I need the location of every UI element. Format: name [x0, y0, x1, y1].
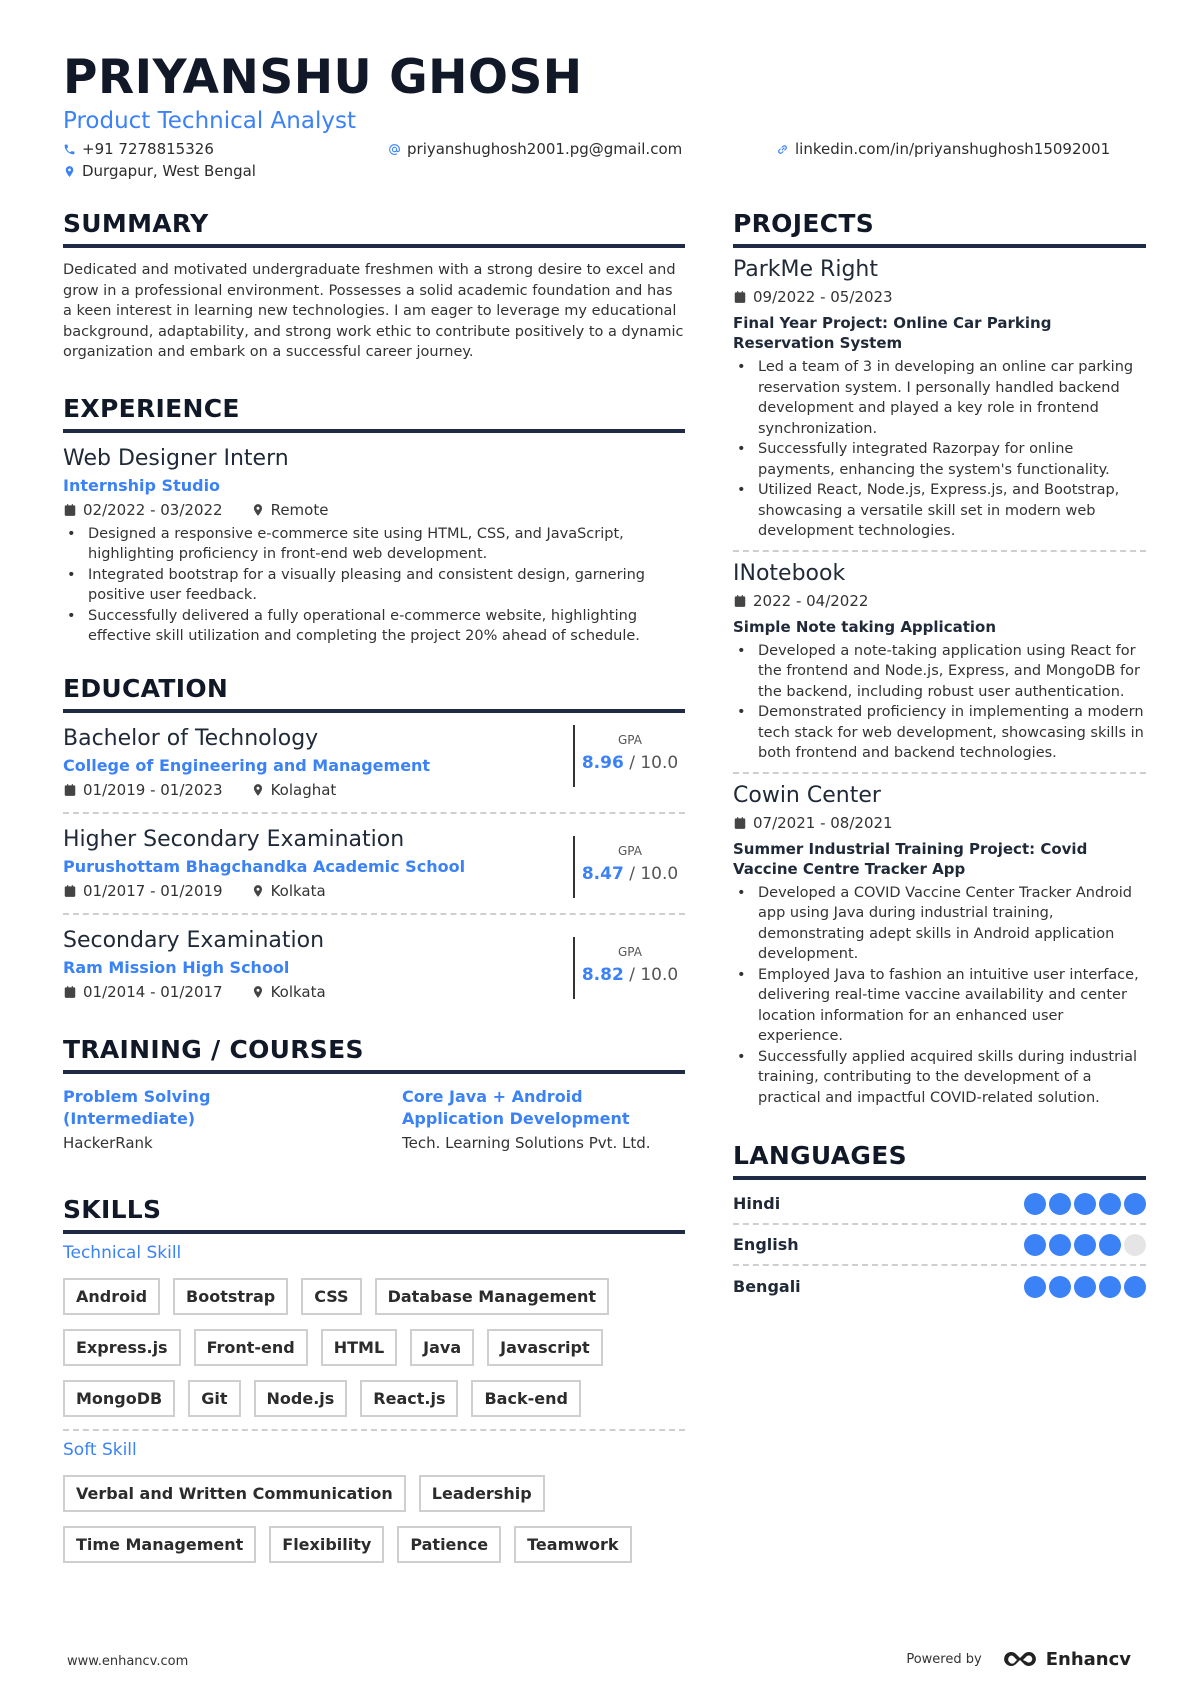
education-entry: [63, 725, 685, 804]
experience-role: Web Designer Intern: [63, 445, 289, 471]
section-title-summary: SUMMARY: [63, 208, 685, 248]
skill-tag: Leadership: [419, 1475, 545, 1512]
project-dates: 07/2021 - 08/2021: [753, 813, 893, 832]
project-bullets: [733, 357, 1146, 542]
proficiency-dot-filled: [1124, 1276, 1146, 1298]
education-degree: Secondary Examination: [63, 927, 325, 953]
skill-tag: Java: [410, 1329, 474, 1366]
location-pin-icon: [251, 783, 265, 797]
section-title-projects: PROJECTS: [733, 208, 1146, 248]
skill-tag: Database Management: [375, 1278, 610, 1315]
experience-meta: [63, 500, 685, 520]
experience-section: [63, 393, 685, 647]
calendar-icon: [63, 985, 77, 999]
skill-tag: Express.js: [63, 1329, 181, 1366]
contact-linkedin[interactable]: [776, 140, 1110, 158]
location-pin-icon: [63, 165, 76, 178]
projects-section: [733, 208, 1146, 1108]
link-icon: [776, 143, 789, 156]
divider: [63, 812, 685, 814]
gpa-label: GPA: [618, 843, 642, 858]
at-sign-icon: [388, 143, 401, 156]
proficiency-dot-filled: [1099, 1193, 1121, 1215]
skills-section: [63, 1194, 685, 1563]
gpa-value: 8.96 / 10.0: [581, 752, 679, 773]
right-column: [733, 208, 1146, 1307]
enhancv-logo[interactable]: [1000, 1648, 1131, 1670]
training-institution: Tech. Learning Solutions Pvt. Ltd.: [402, 1133, 651, 1152]
bullet-item: • Developed a note-taking application using React for the frontend and Node.js, Express, and MongoDB for the backend, including robust user authentication.: [733, 641, 1146, 703]
phone-icon: [63, 143, 76, 156]
candidate-title: Product Technical Analyst: [63, 108, 356, 134]
project-description: Simple Note taking Application: [733, 617, 996, 636]
education-dates: 01/2014 - 01/2017: [83, 982, 223, 1001]
proficiency-dot-filled: [1024, 1276, 1046, 1298]
resume-header: [63, 48, 1143, 190]
technical-skill-tags: [63, 1278, 685, 1417]
proficiency-dot-filled: [1049, 1234, 1071, 1256]
gpa-label: GPA: [618, 732, 642, 747]
skill-tag: Git: [188, 1380, 240, 1417]
skill-category-soft: Soft Skill: [63, 1439, 137, 1460]
training-item: [402, 1086, 685, 1154]
proficiency-dot-filled: [1049, 1276, 1071, 1298]
project-bullets: [733, 641, 1146, 764]
skill-tag: CSS: [301, 1278, 361, 1315]
skill-tag: Front-end: [194, 1329, 308, 1366]
education-dates: 01/2019 - 01/2023: [83, 780, 223, 799]
education-location: Kolkata: [270, 881, 326, 900]
email-text: priyanshughosh2001.pg@gmail.com: [407, 140, 683, 158]
page-footer: [67, 1648, 1131, 1674]
bullet-item: • Led a team of 3 in developing an online car parking reservation system. I personally handled backend development and played a key role in frontend synchronization.: [733, 357, 1146, 439]
bullet-item: • Utilized React, Node.js, Express.js, and Bootstrap, showcasing a versatile skill set in modern web development technologies.: [733, 480, 1146, 542]
skill-tag: Node.js: [254, 1380, 348, 1417]
contact-phone[interactable]: [63, 140, 214, 158]
skill-tag: HTML: [321, 1329, 397, 1366]
education-section: [63, 673, 685, 1006]
bullet-item: • Successfully delivered a fully operational e-commerce website, highlighting effective skill utilization and completing the project 20% ahead of schedule.: [63, 606, 685, 647]
education-degree: Higher Secondary Examination: [63, 826, 405, 852]
section-title-training: TRAINING / COURSES: [63, 1034, 685, 1074]
gpa-box: [573, 937, 685, 999]
education-location: Kolkata: [270, 982, 326, 1001]
location-pin-icon: [251, 884, 265, 898]
project-name: INotebook: [733, 560, 846, 586]
language-list: [733, 1184, 1146, 1307]
divider: [63, 1429, 685, 1431]
skill-tag: MongoDB: [63, 1380, 175, 1417]
linkedin-text: linkedin.com/in/priyanshughosh15092001: [795, 140, 1111, 158]
bullet-item: • Employed Java to fashion an intuitive user interface, delivering real-time vaccine availability and center location information for an enhanced user experience.: [733, 965, 1146, 1047]
project-bullets: [733, 883, 1146, 1109]
skill-tag: React.js: [360, 1380, 458, 1417]
education-entry: [63, 923, 685, 1006]
project-meta: [733, 287, 1146, 307]
education-dates: 01/2017 - 01/2019: [83, 881, 223, 900]
footer-url[interactable]: www.enhancv.com: [67, 1654, 189, 1669]
project-entry: [733, 256, 1146, 542]
education-school[interactable]: Ram Mission High School: [63, 957, 290, 977]
project-dates: 2022 - 04/2022: [753, 591, 869, 610]
proficiency-dot-filled: [1074, 1234, 1096, 1256]
training-list: [63, 1086, 685, 1154]
enhancv-infinity-icon: [1000, 1648, 1040, 1670]
brand-name: Enhancv: [1045, 1648, 1131, 1670]
proficiency-dot-filled: [1099, 1234, 1121, 1256]
calendar-icon: [733, 594, 747, 608]
proficiency-dot-filled: [1024, 1234, 1046, 1256]
candidate-name: PRIYANSHU GHOSH: [63, 50, 583, 105]
education-degree: Bachelor of Technology: [63, 725, 319, 751]
proficiency-dot-filled: [1049, 1193, 1071, 1215]
language-row: [733, 1225, 1146, 1266]
skill-tag: Patience: [397, 1526, 501, 1563]
footer-branding: [906, 1648, 1131, 1670]
calendar-icon: [63, 503, 77, 517]
language-row: [733, 1184, 1146, 1225]
bullet-item: • Designed a responsive e-commerce site using HTML, CSS, and JavaScript, highlighting proficiency in front-end web development.: [63, 524, 685, 565]
proficiency-dot-empty: [1124, 1234, 1146, 1256]
calendar-icon: [733, 816, 747, 830]
phone-text: +91 7278815326: [82, 140, 214, 158]
training-section: [63, 1034, 685, 1154]
skill-tag: Bootstrap: [173, 1278, 288, 1315]
education-entry: [63, 822, 685, 905]
project-name: Cowin Center: [733, 782, 881, 808]
experience-bullets: [63, 524, 685, 647]
powered-by-text: Powered by: [906, 1651, 982, 1667]
contact-location: [63, 162, 256, 180]
training-institution: HackerRank: [63, 1133, 153, 1152]
education-location: Kolaghat: [270, 780, 337, 799]
project-description: Summer Industrial Training Project: Covid Vaccine Centre Tracker App: [733, 839, 1088, 878]
section-title-languages: LANGUAGES: [733, 1140, 1146, 1180]
proficiency-dot-filled: [1074, 1276, 1096, 1298]
experience-company[interactable]: Internship Studio: [63, 475, 221, 495]
skill-tag: Teamwork: [514, 1526, 631, 1563]
education-school[interactable]: Purushottam Bhagchandka Academic School: [63, 856, 466, 876]
proficiency-dot-filled: [1024, 1193, 1046, 1215]
summary-text: Dedicated and motivated undergraduate freshmen with a strong desire to excel and grow in a professional environment. Possesses a solid academic foundation and has a keen interest in learning new technologies. I am eager to leverage my educational background, adaptability, and strong work ethic to contribute positively to a dynamic organization and embark on a successful career journey.: [63, 262, 684, 360]
gpa-value: 8.82 / 10.0: [581, 964, 679, 985]
project-description: Final Year Project: Online Car Parking Reservation System: [733, 314, 1052, 352]
divider: [733, 550, 1146, 552]
proficiency-dots: [1024, 1193, 1146, 1215]
gpa-value: 8.47 / 10.0: [581, 863, 679, 884]
skill-tag: Time Management: [63, 1526, 256, 1563]
bullet-item: • Successfully integrated Razorpay for online payments, enhancing the system's functionality.: [733, 439, 1146, 480]
bullet-item: • Integrated bootstrap for a visually pleasing and consistent design, garnering positive user feedback.: [63, 565, 685, 606]
proficiency-dots: [1024, 1234, 1146, 1256]
project-dates: 09/2022 - 05/2023: [753, 288, 893, 306]
gpa-box: [573, 725, 685, 787]
contact-info: [63, 140, 1143, 190]
project-name: ParkMe Right: [733, 257, 878, 282]
gpa-label: GPA: [618, 944, 642, 959]
language-name: Bengali: [733, 1277, 801, 1296]
languages-section: [733, 1140, 1146, 1307]
language-row: [733, 1266, 1146, 1307]
language-name: Hindi: [733, 1194, 781, 1213]
section-title-experience: EXPERIENCE: [63, 393, 685, 433]
calendar-icon: [733, 290, 747, 304]
training-name[interactable]: Core Java + Android Application Development: [402, 1086, 630, 1128]
bullet-item: • Successfully applied acquired skills during industrial training, contributing to the development of a practical and impactful COVID-related solution.: [733, 1047, 1146, 1109]
bullet-item: • Demonstrated proficiency in implementing a modern tech stack for web development, showcasing skills in both frontend and backend technologies.: [733, 702, 1146, 764]
bullet-item: • Developed a COVID Vaccine Center Tracker Android app using Java during industrial training, demonstrating adept skills in Android application development.: [733, 883, 1146, 965]
experience-entry: [63, 445, 685, 647]
location-pin-icon: [251, 503, 265, 517]
section-title-education: EDUCATION: [63, 673, 685, 713]
project-meta: [733, 591, 1146, 611]
proficiency-dot-filled: [1099, 1276, 1121, 1298]
calendar-icon: [63, 884, 77, 898]
skill-tag: Flexibility: [269, 1526, 384, 1563]
section-title-skills: SKILLS: [63, 1194, 685, 1234]
divider: [63, 913, 685, 915]
project-meta: [733, 813, 1146, 833]
skill-category-technical: Technical Skill: [63, 1242, 182, 1263]
project-entry: [733, 782, 1146, 1109]
summary-section: [63, 208, 685, 363]
skill-tag: Back-end: [471, 1380, 580, 1417]
divider: [733, 772, 1146, 774]
training-name[interactable]: Problem Solving (Intermediate): [63, 1086, 211, 1128]
proficiency-dots: [1024, 1276, 1146, 1298]
project-entry: [733, 560, 1146, 764]
location-pin-icon: [251, 985, 265, 999]
contact-email[interactable]: [388, 140, 682, 158]
experience-location: Remote: [270, 500, 329, 519]
proficiency-dot-filled: [1124, 1193, 1146, 1215]
language-name: English: [733, 1235, 799, 1254]
soft-skill-tags: [63, 1475, 685, 1563]
skill-tag: Verbal and Written Communication: [63, 1475, 406, 1512]
training-item: [63, 1086, 346, 1154]
proficiency-dot-filled: [1074, 1193, 1096, 1215]
skill-tag: Android: [63, 1278, 160, 1315]
gpa-box: [573, 836, 685, 898]
experience-dates: 02/2022 - 03/2022: [83, 500, 223, 519]
education-school[interactable]: College of Engineering and Management: [63, 755, 431, 775]
skill-tag: Javascript: [487, 1329, 602, 1366]
left-column: [63, 208, 685, 1563]
location-text: Durgapur, West Bengal: [82, 162, 256, 180]
calendar-icon: [63, 783, 77, 797]
